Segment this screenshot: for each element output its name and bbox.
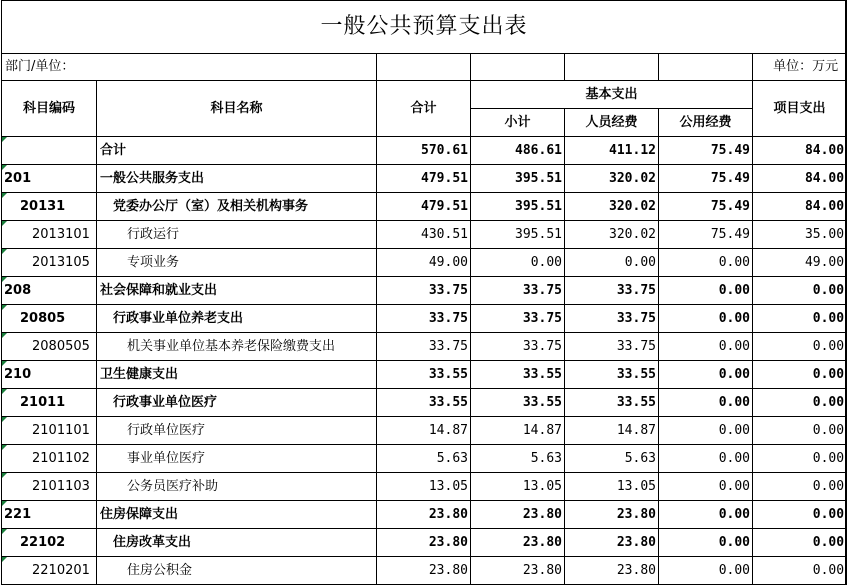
cell-code[interactable] xyxy=(2,137,97,165)
cell-public[interactable]: 0.00 xyxy=(659,277,753,305)
cell-subtotal[interactable]: 395.51 xyxy=(471,193,565,221)
cell-code[interactable]: 201 xyxy=(2,165,97,193)
cell-personnel[interactable]: 13.05 xyxy=(565,473,659,501)
table-row xyxy=(2,277,847,305)
cell-subtotal[interactable]: 33.75 xyxy=(471,333,565,361)
cell-subtotal[interactable]: 0.00 xyxy=(471,249,565,277)
cell-project[interactable]: 0.00 xyxy=(753,529,847,557)
cell-project[interactable]: 0.00 xyxy=(753,389,847,417)
cell-total[interactable]: 430.51 xyxy=(377,221,471,249)
cell-personnel[interactable]: 33.75 xyxy=(565,333,659,361)
table-row xyxy=(2,529,847,557)
budget-table xyxy=(1,0,847,585)
cell-name[interactable]: 住房公积金 xyxy=(97,557,377,585)
cell-public[interactable]: 0.00 xyxy=(659,333,753,361)
table-row xyxy=(2,501,847,529)
cell-project[interactable]: 84.00 xyxy=(753,193,847,221)
cell-code[interactable]: 2013101 xyxy=(2,221,97,249)
cell-code[interactable]: 21011 xyxy=(2,389,97,417)
cell-subtotal[interactable]: 33.75 xyxy=(471,277,565,305)
cell-total[interactable]: 23.80 xyxy=(377,501,471,529)
empty-cell[interactable] xyxy=(471,54,565,81)
table-row xyxy=(2,165,847,193)
cell-total[interactable]: 33.55 xyxy=(377,361,471,389)
table-row xyxy=(2,361,847,389)
cell-code[interactable]: 208 xyxy=(2,277,97,305)
cell-project[interactable]: 0.00 xyxy=(753,473,847,501)
cell-name[interactable]: 合计 xyxy=(97,137,377,165)
cell-personnel[interactable]: 5.63 xyxy=(565,445,659,473)
cell-name[interactable]: 党委办公厅（室）及相关机构事务 xyxy=(97,193,377,221)
table-row xyxy=(2,557,847,585)
cell-code[interactable]: 2210201 xyxy=(2,557,97,585)
cell-name[interactable]: 卫生健康支出 xyxy=(97,361,377,389)
cell-public[interactable]: 0.00 xyxy=(659,529,753,557)
cell-total[interactable]: 33.75 xyxy=(377,333,471,361)
cell-name[interactable]: 社会保障和就业支出 xyxy=(97,277,377,305)
cell-total[interactable]: 479.51 xyxy=(377,193,471,221)
cell-code[interactable]: 2080505 xyxy=(2,333,97,361)
cell-public[interactable]: 75.49 xyxy=(659,165,753,193)
cell-project[interactable]: 84.00 xyxy=(753,137,847,165)
cell-subtotal[interactable]: 33.75 xyxy=(471,305,565,333)
cell-public[interactable]: 75.49 xyxy=(659,193,753,221)
cell-code[interactable]: 20131 xyxy=(2,193,97,221)
cell-public[interactable]: 75.49 xyxy=(659,221,753,249)
cell-subtotal[interactable]: 5.63 xyxy=(471,445,565,473)
cell-name[interactable]: 一般公共服务支出 xyxy=(97,165,377,193)
cell-code[interactable]: 22102 xyxy=(2,529,97,557)
cell-subtotal[interactable]: 395.51 xyxy=(471,165,565,193)
header-code[interactable]: 科目编码 xyxy=(2,81,97,137)
cell-name[interactable]: 公务员医疗补助 xyxy=(97,473,377,501)
cell-name[interactable]: 专项业务 xyxy=(97,249,377,277)
table-row xyxy=(2,137,847,165)
cell-total[interactable]: 33.75 xyxy=(377,277,471,305)
cell-personnel[interactable]: 33.75 xyxy=(565,305,659,333)
table-row xyxy=(2,221,847,249)
cell-personnel[interactable]: 33.55 xyxy=(565,361,659,389)
cell-subtotal[interactable]: 13.05 xyxy=(471,473,565,501)
cell-project[interactable]: 0.00 xyxy=(753,361,847,389)
cell-personnel[interactable]: 23.80 xyxy=(565,557,659,585)
empty-cell[interactable] xyxy=(565,54,659,81)
cell-project[interactable]: 0.00 xyxy=(753,501,847,529)
cell-total[interactable]: 23.80 xyxy=(377,557,471,585)
dept-label[interactable]: 部门/单位： xyxy=(2,54,377,81)
cell-total[interactable]: 33.55 xyxy=(377,389,471,417)
cell-name[interactable]: 事业单位医疗 xyxy=(97,445,377,473)
cell-subtotal[interactable]: 23.80 xyxy=(471,557,565,585)
cell-name[interactable]: 行政事业单位医疗 xyxy=(97,389,377,417)
cell-project[interactable]: 49.00 xyxy=(753,249,847,277)
cell-public[interactable]: 0.00 xyxy=(659,557,753,585)
cell-personnel[interactable]: 23.80 xyxy=(565,529,659,557)
cell-subtotal[interactable]: 23.80 xyxy=(471,529,565,557)
cell-subtotal[interactable]: 33.55 xyxy=(471,389,565,417)
table-row xyxy=(2,333,847,361)
cell-code[interactable]: 2101103 xyxy=(2,473,97,501)
table-row xyxy=(2,305,847,333)
cell-public[interactable]: 0.00 xyxy=(659,249,753,277)
cell-name[interactable]: 行政事业单位养老支出 xyxy=(97,305,377,333)
cell-project[interactable]: 35.00 xyxy=(753,221,847,249)
cell-personnel[interactable]: 320.02 xyxy=(565,165,659,193)
cell-name[interactable]: 行政单位医疗 xyxy=(97,417,377,445)
table-row xyxy=(2,249,847,277)
cell-code[interactable]: 2013105 xyxy=(2,249,97,277)
empty-cell[interactable] xyxy=(377,54,471,81)
cell-total[interactable]: 570.61 xyxy=(377,137,471,165)
cell-public[interactable]: 0.00 xyxy=(659,361,753,389)
cell-project[interactable]: 0.00 xyxy=(753,333,847,361)
header-total[interactable]: 合计 xyxy=(377,81,471,137)
cell-personnel[interactable]: 0.00 xyxy=(565,249,659,277)
cell-subtotal[interactable]: 14.87 xyxy=(471,417,565,445)
header-name[interactable]: 科目名称 xyxy=(97,81,377,137)
cell-total[interactable]: 479.51 xyxy=(377,165,471,193)
page-title[interactable]: 一般公共预算支出表 xyxy=(2,1,847,54)
cell-public[interactable]: 0.00 xyxy=(659,501,753,529)
cell-personnel[interactable]: 33.75 xyxy=(565,277,659,305)
cell-project[interactable]: 0.00 xyxy=(753,305,847,333)
cell-code[interactable]: 2101102 xyxy=(2,445,97,473)
cell-subtotal[interactable]: 33.55 xyxy=(471,361,565,389)
cell-name[interactable]: 住房改革支出 xyxy=(97,529,377,557)
header-subtotal[interactable]: 小计 xyxy=(471,109,565,137)
cell-public[interactable]: 0.00 xyxy=(659,473,753,501)
cell-personnel[interactable]: 33.55 xyxy=(565,389,659,417)
cell-code[interactable]: 221 xyxy=(2,501,97,529)
header-basic[interactable]: 基本支出 xyxy=(471,81,753,109)
cell-name[interactable]: 行政运行 xyxy=(97,221,377,249)
cell-public[interactable]: 75.49 xyxy=(659,137,753,165)
cell-total[interactable]: 33.75 xyxy=(377,305,471,333)
cell-project[interactable]: 0.00 xyxy=(753,557,847,585)
table-row xyxy=(2,193,847,221)
cell-public[interactable]: 0.00 xyxy=(659,389,753,417)
table-row xyxy=(2,445,847,473)
cell-project[interactable]: 84.00 xyxy=(753,165,847,193)
cell-personnel[interactable]: 320.02 xyxy=(565,193,659,221)
unit-label[interactable]: 单位：万元 xyxy=(753,54,847,81)
table-row xyxy=(2,417,847,445)
header-personnel[interactable]: 人员经费 xyxy=(565,109,659,137)
cell-total[interactable]: 23.80 xyxy=(377,529,471,557)
cell-subtotal[interactable]: 23.80 xyxy=(471,501,565,529)
table-row xyxy=(2,389,847,417)
cell-subtotal[interactable]: 486.61 xyxy=(471,137,565,165)
cell-total[interactable]: 5.63 xyxy=(377,445,471,473)
cell-name[interactable]: 机关事业单位基本养老保险缴费支出 xyxy=(97,333,377,361)
empty-cell[interactable] xyxy=(659,54,753,81)
cell-total[interactable]: 13.05 xyxy=(377,473,471,501)
cell-code[interactable]: 210 xyxy=(2,361,97,389)
cell-public[interactable]: 0.00 xyxy=(659,305,753,333)
cell-total[interactable]: 14.87 xyxy=(377,417,471,445)
cell-personnel[interactable]: 320.02 xyxy=(565,221,659,249)
cell-total[interactable]: 49.00 xyxy=(377,249,471,277)
cell-project[interactable]: 0.00 xyxy=(753,277,847,305)
cell-code[interactable]: 2101101 xyxy=(2,417,97,445)
cell-name[interactable]: 住房保障支出 xyxy=(97,501,377,529)
cell-personnel[interactable]: 411.12 xyxy=(565,137,659,165)
cell-personnel[interactable]: 14.87 xyxy=(565,417,659,445)
cell-public[interactable]: 0.00 xyxy=(659,445,753,473)
cell-code[interactable]: 20805 xyxy=(2,305,97,333)
table-row xyxy=(2,473,847,501)
cell-public[interactable]: 0.00 xyxy=(659,417,753,445)
cell-project[interactable]: 0.00 xyxy=(753,445,847,473)
cell-project[interactable]: 0.00 xyxy=(753,417,847,445)
cell-personnel[interactable]: 23.80 xyxy=(565,501,659,529)
header-public[interactable]: 公用经费 xyxy=(659,109,753,137)
cell-subtotal[interactable]: 395.51 xyxy=(471,221,565,249)
header-project[interactable]: 项目支出 xyxy=(753,81,847,137)
